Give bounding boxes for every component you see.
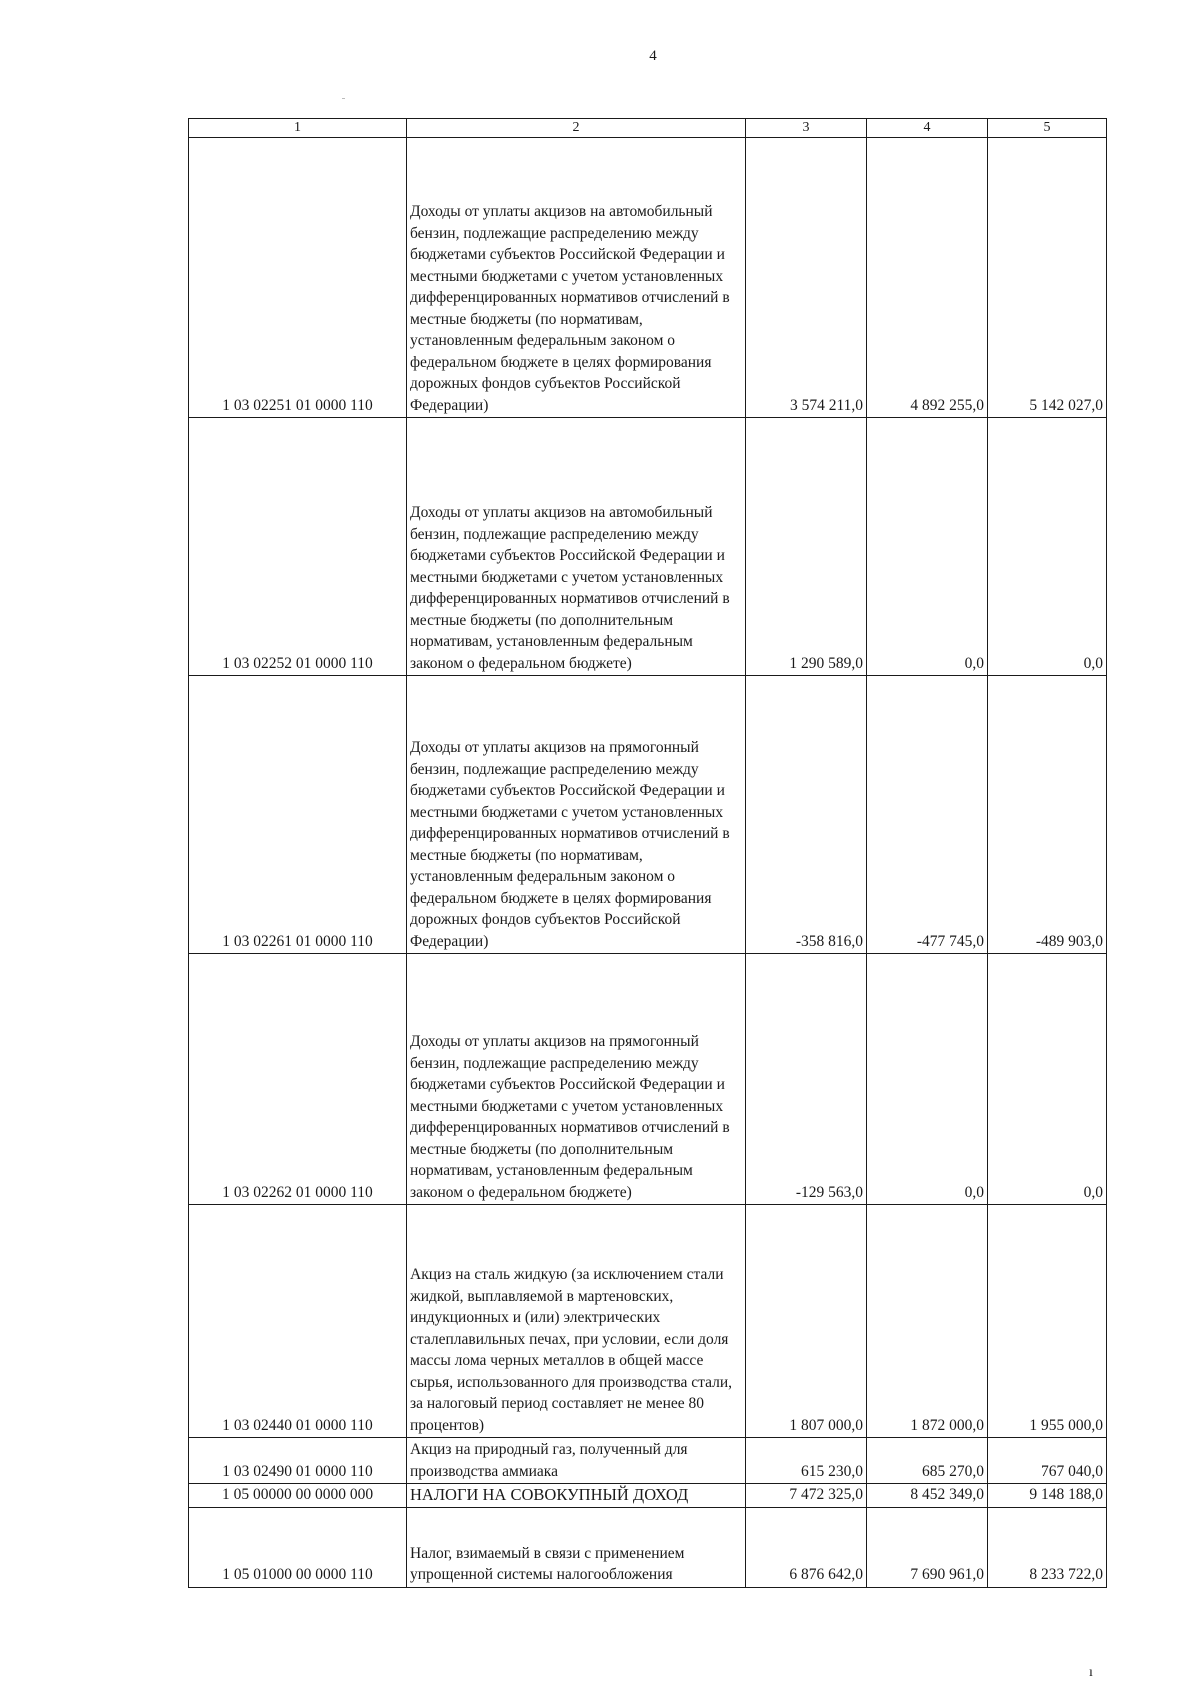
column-header-3: 3 [746,119,867,138]
table-row [189,1438,1107,1484]
value-col5: 1 955 000,0 [988,1205,1107,1438]
value-col4: 7 690 961,0 [867,1507,988,1587]
revenue-description [407,1507,746,1587]
value-col4: 8 452 349,0 [867,1484,988,1508]
revenue-description-text: Акциз на природный газ, полученный для производства аммиака [410,1441,688,1480]
value-col5: 5 142 027,0 [988,138,1107,418]
value-col5: 9 148 188,0 [988,1484,1107,1508]
table-row [189,1507,1107,1587]
table-row [189,676,1107,954]
revenue-description [407,1438,746,1484]
value-col3: -358 816,0 [746,676,867,954]
column-header-1: 1 [189,119,407,138]
table-header-row [189,119,1107,138]
value-col3: -129 563,0 [746,954,867,1205]
budget-code: 1 03 02252 01 0000 110 [189,418,407,676]
value-col5: 767 040,0 [988,1438,1107,1484]
revenue-description-text: НАЛОГИ НА СОВОКУПНЫЙ ДОХОД [410,1485,689,1504]
value-col5: 8 233 722,0 [988,1507,1107,1587]
value-col4: 4 892 255,0 [867,138,988,418]
value-col3: 7 472 325,0 [746,1484,867,1508]
budget-code: 1 05 01000 00 0000 110 [189,1507,407,1587]
value-col4: 0,0 [867,954,988,1205]
corner-mark: ı [1089,1665,1093,1680]
budget-code: 1 03 02251 01 0000 110 [189,138,407,418]
revenue-description [407,954,746,1205]
value-col3: 615 230,0 [746,1438,867,1484]
table-row [189,954,1107,1205]
column-header-2: 2 [407,119,746,138]
revenue-description-text: Налог, взимаемый в связи с применением упрощенной системы налогообложения [410,1544,685,1583]
page-number: 4 [649,48,657,64]
revenue-description [407,1205,746,1438]
value-col3: 1 290 589,0 [746,418,867,676]
value-col5: 0,0 [988,954,1107,1205]
budget-code: 1 03 02262 01 0000 110 [189,954,407,1205]
revenue-description [407,676,746,954]
value-col3: 1 807 000,0 [746,1205,867,1438]
table-row [189,138,1107,418]
column-header-5: 5 [988,119,1107,138]
value-col4: 1 872 000,0 [867,1205,988,1438]
table-row-section-total [189,1484,1107,1508]
table-row [189,1205,1107,1438]
value-col4: 0,0 [867,418,988,676]
budget-code: 1 03 02261 01 0000 110 [189,676,407,954]
budget-code: 1 03 02440 01 0000 110 [189,1205,407,1438]
revenue-description-text: Доходы от уплаты акцизов на автомобильный бензин, подлежащие распределению между бюджетами субъектов Российской Федерации и местными бюджетами с учетом установленных дифференцированных нормативов отчислений в местные бюджеты (по нормативам, установленным федеральным законом о федеральном бюджете в целях формирования дорожных фондов субъектов Российской Федерации) [410,203,730,414]
revenue-description [407,1484,746,1508]
value-col3: 6 876 642,0 [746,1507,867,1587]
revenue-description [407,418,746,676]
scan-speck [342,98,345,99]
value-col3: 3 574 211,0 [746,138,867,418]
column-header-4: 4 [867,119,988,138]
table-row [189,418,1107,676]
revenue-description-text: Доходы от уплаты акцизов на прямогонный бензин, подлежащие распределению между бюджетами субъектов Российской Федерации и местными бюджетами с учетом установленных дифференцированных нормативов отчислений в местные бюджеты (по нормативам, установленным федеральным законом о федеральном бюджете в целях формирования дорожных фондов субъектов Российской Федерации) [410,739,730,950]
revenue-description-text: Доходы от уплаты акцизов на прямогонный бензин, подлежащие распределению между бюджетами субъектов Российской Федерации и местными бюджетами с учетом установленных дифференцированных нормативов отчислений в местные бюджеты (по дополнительным нормативам, установленным федеральным законом о федеральном бюджете) [410,1033,730,1201]
budget-code: 1 05 00000 00 0000 000 [189,1484,407,1508]
revenue-description-text: Доходы от уплаты акцизов на автомобильный бензин, подлежащие распределению между бюджетами субъектов Российской Федерации и местными бюджетами с учетом установленных дифференцированных нормативов отчислений в местные бюджеты (по дополнительным нормативам, установленным федеральным законом о федеральном бюджете) [410,504,730,672]
budget-revenue-table [188,118,1107,1588]
revenue-description [407,138,746,418]
budget-code: 1 03 02490 01 0000 110 [189,1438,407,1484]
value-col4: -477 745,0 [867,676,988,954]
value-col5: -489 903,0 [988,676,1107,954]
value-col5: 0,0 [988,418,1107,676]
value-col4: 685 270,0 [867,1438,988,1484]
revenue-description-text: Акциз на сталь жидкую (за исключением стали жидкой, выплавляемой в мартеновских, индукционных и (или) электрических сталеплавильных печах, при условии, если доля массы лома черных металлов в общей массе сырья, использованного для производства стали, за налоговый период составляет не менее 80 процентов) [410,1266,733,1434]
